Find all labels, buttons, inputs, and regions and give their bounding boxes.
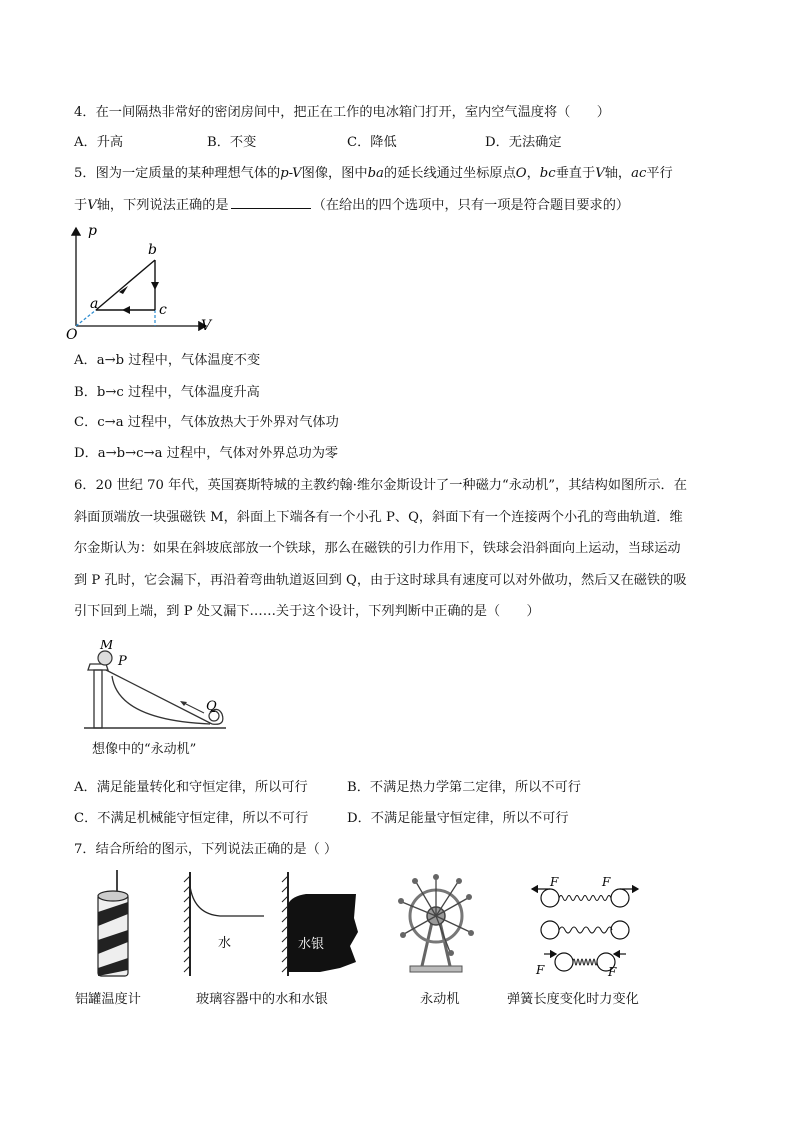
point-b-label: b [148,242,157,258]
caption-springs: 弹簧长度变化时力变化 [507,992,639,1007]
q6-option-b: B．不满足热力学第二定律，所以不可行 [347,780,581,795]
q5-option-d: D．a→b→c→a 过程中，气体对外界总功为零 [74,446,339,461]
q4-option-b: B．不变 [207,135,257,150]
mercury-body [288,894,358,972]
extension-dashed [76,310,96,326]
water-label: 水 [218,936,232,951]
line-ab [96,260,155,310]
arrow-ca [122,306,130,314]
spring [573,959,597,965]
label-p: P [118,654,127,669]
point-c-label: c [159,302,167,318]
label-m: M [100,640,114,653]
spring [559,927,612,933]
water-meniscus [190,886,264,916]
ball [541,921,559,939]
pv-graph [66,222,226,340]
q6-stem-line4: 到 P 孔时，它会漏下，再沿着弯曲轨道返回到 Q，由于这时球具有速度可以对外做功，然后又在磁铁的吸 [74,573,687,588]
answer-blank [231,196,311,209]
spring [559,896,611,901]
p-axis-label: p [88,223,97,239]
perpetual-motion-figure [76,640,236,736]
origin-label: O [66,327,78,340]
caption-aluminum-can: 铝罐温度计 [75,992,141,1007]
q6-option-a: A．满足能量转化和守恒定律，所以可行 [74,780,308,795]
q4-option-d: D．无法确定 [485,135,562,150]
q5-option-c: C．c→a 过程中，气体放热大于外界对气体功 [74,415,339,430]
wheel-stand [422,922,450,966]
q5-stem-line2: 于V轴，下列说法正确的是 （在给出的四个选项中，只有一项是符合题目要求的） [74,198,630,213]
wheel-base [410,966,462,972]
q5-option-a: A．a→b 过程中，气体温度不变 [74,353,261,368]
force-label: F [550,875,559,889]
q6-stem-line2: 斜面顶端放一块强磁铁 M，斜面上下端各有一个小孔 P、Q，斜面下有一个连接两个小孔的弯曲轨道．维 [74,510,683,525]
q5-option-b: B．b→c 过程中，气体温度升高 [74,385,260,400]
can-top [98,891,128,901]
arrow-bc [151,282,159,290]
q7-stem: 7．结合所给的图示，下列说法正确的是（ ） [74,842,338,857]
force-label: F [608,965,617,979]
magnet-m [98,651,112,665]
mercury-label: 水银 [298,937,325,952]
q4-option-a: A．升高 [74,135,124,150]
perpetual-motion-caption: 想像中的“永动机” [92,742,197,757]
caption-water-mercury: 玻璃容器中的水和水银 [196,992,328,1007]
spring-forces-figure [520,872,650,980]
q4-stem: 4．在一间隔热非常好的密闭房间中，把正在工作的电冰箱门打开，室内空气温度将（ ） [74,105,610,120]
q6-stem-line5: 引下回到上端，到 P 处又漏下……关于这个设计，下列判断中正确的是（ ） [74,604,540,619]
force-label: F [602,875,611,889]
q4-option-c: C．降低 [347,135,397,150]
q6-option-d: D．不满足能量守恒定律，所以不可行 [347,811,569,826]
q5-stem-line1: 5．图为一定质量的某种理想气体的p-V图像，图中ba的延长线通过坐标原点O，bc垂直于V轴，ac平行 [74,166,673,181]
v-axis-label: V [201,318,212,334]
label-q: Q [206,699,217,714]
q6-option-c: C．不满足机械能守恒定律，所以不可行 [74,811,309,826]
pillar [94,670,102,728]
q6-stem-line3: 尔金斯认为：如果在斜坡底部放一个铁球，那么在磁铁的引力作用下，铁球会沿斜面向上运动，当球运动 [74,541,681,556]
aluminum-can-thermometer-figure [90,868,140,983]
ball [611,889,629,907]
ball [611,921,629,939]
curved-track [112,676,210,724]
ball [555,953,573,971]
ball [541,889,559,907]
force-label: F [536,963,545,977]
caption-perpetual-wheel: 永动机 [420,992,460,1007]
q6-stem-line1: 6．20 世纪 70 年代，英国赛斯特城的主教约翰·维尔金斯设计了一种磁力“永动机”，其结构如图所示．在 [74,478,687,493]
point-a-label: a [90,296,99,312]
water-mercury-figure [180,872,366,976]
perpetual-wheel-figure [396,872,476,978]
